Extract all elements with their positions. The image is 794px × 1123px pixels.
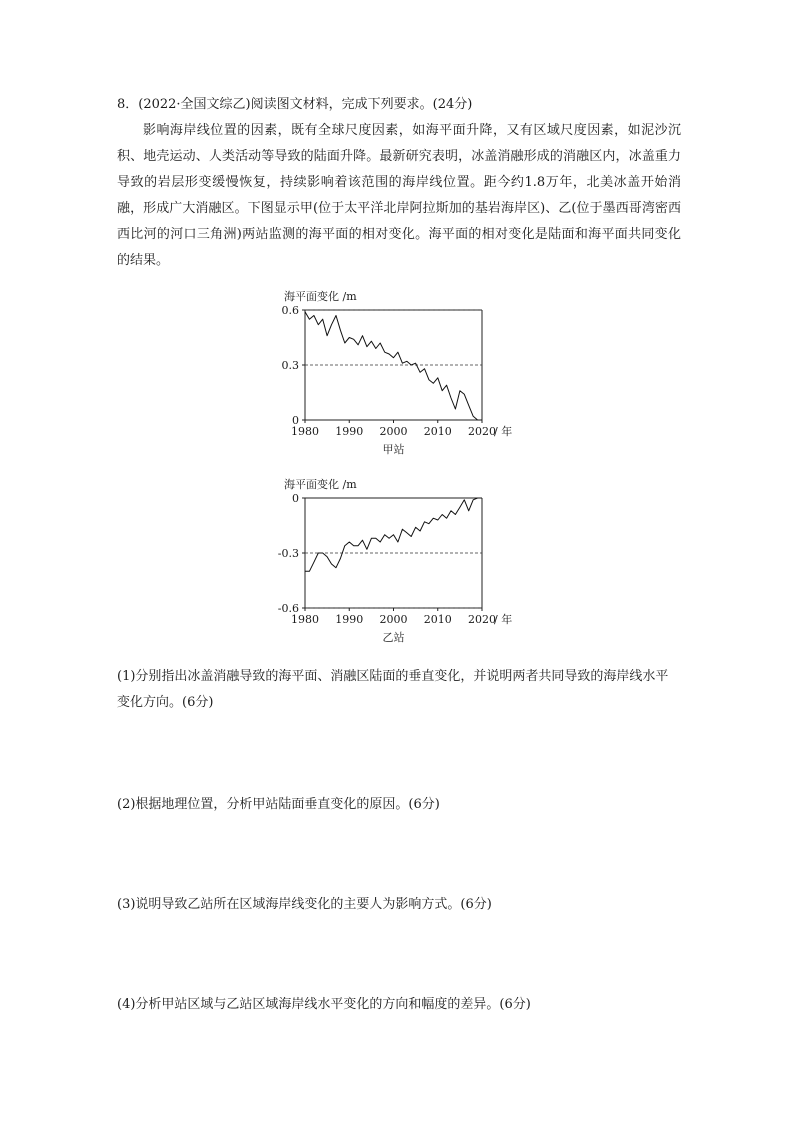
yi-x-axis-label: / 年: [494, 613, 513, 626]
chart-yi-svg: [270, 478, 520, 658]
jia-x-axis-label: / 年: [494, 425, 513, 438]
chart-jia-svg: [270, 290, 520, 470]
jia-y-axis-label: 海平面变化 /m: [284, 290, 357, 303]
jia-y-tick-label-0: 0: [292, 414, 299, 427]
subquestion-3: (3)说明导致乙站所在区域海岸线变化的主要人为影响方式。(6分): [117, 897, 492, 912]
subquestion-2: (2)根据地理位置，分析甲站陆面垂直变化的原因。(6分): [117, 797, 440, 812]
yi-x-tick-label-3: 2010: [423, 613, 452, 626]
yi-x-tick-label-2: 2000: [379, 613, 408, 626]
jia-series-line: [305, 312, 482, 420]
jia-chart-title: 甲站: [382, 443, 405, 456]
yi-x-tick-label-4: 2020: [468, 613, 496, 626]
yi-x-tick-label-1: 1990: [335, 613, 364, 626]
jia-y-tick-label-2: 0.6: [281, 304, 299, 317]
yi-y-axis-label: 海平面变化 /m: [284, 478, 357, 491]
yi-chart-title: 乙站: [382, 631, 405, 644]
jia-x-tick-label-0: 1980: [291, 425, 319, 438]
subquestion-4: (4)分析甲站区域与乙站区域海岸线水平变化的方向和幅度的差异。(6分): [117, 997, 531, 1012]
subquestion-1: (1)分别指出冰盖消融导致的海平面、消融区陆面的垂直变化，并说明两者共同导致的海岸线水平变化方向。(6分): [117, 669, 669, 710]
chart-station-jia: [270, 290, 520, 470]
yi-y-tick-label-0: 0: [292, 492, 299, 505]
question-header: 8．(2022·全国文综乙)阅读图文材料，完成下列要求。(24分): [117, 97, 473, 112]
yi-x-tick-label-0: 1980: [291, 613, 319, 626]
chart-station-yi: [270, 478, 520, 658]
jia-x-tick-label-2: 2000: [379, 425, 408, 438]
jia-x-tick-label-4: 2020: [468, 425, 496, 438]
yi-series-line: [305, 498, 482, 571]
yi-y-tick-label-2: -0.6: [277, 602, 299, 615]
jia-y-tick-label-1: 0.3: [281, 359, 299, 372]
question-body: 影响海岸线位置的因素，既有全球尺度因素，如海平面升降，又有区域尺度因素，如泥沙沉积、地壳运动、人类活动等导致的陆面升降。最新研究表明，冰盖消融形成的消融区内，冰盖重力导致的岩层形变缓慢恢复，持续影响着该范围的海岸线位置。距今约1.8万年，北美冰盖开始消融，形成广大消融区。下图显示甲(位于太平洋北岸阿拉斯加的基岩海岸区)、乙(位于墨西哥湾密西西比河的河口三角洲)两站监测的海平面的相对变化。海平面的相对变化是陆面和海平面共同变化的结果。: [117, 123, 681, 268]
yi-y-tick-label-1: -0.3: [277, 547, 299, 560]
jia-x-tick-label-1: 1990: [335, 425, 364, 438]
jia-x-tick-label-3: 2010: [423, 425, 452, 438]
